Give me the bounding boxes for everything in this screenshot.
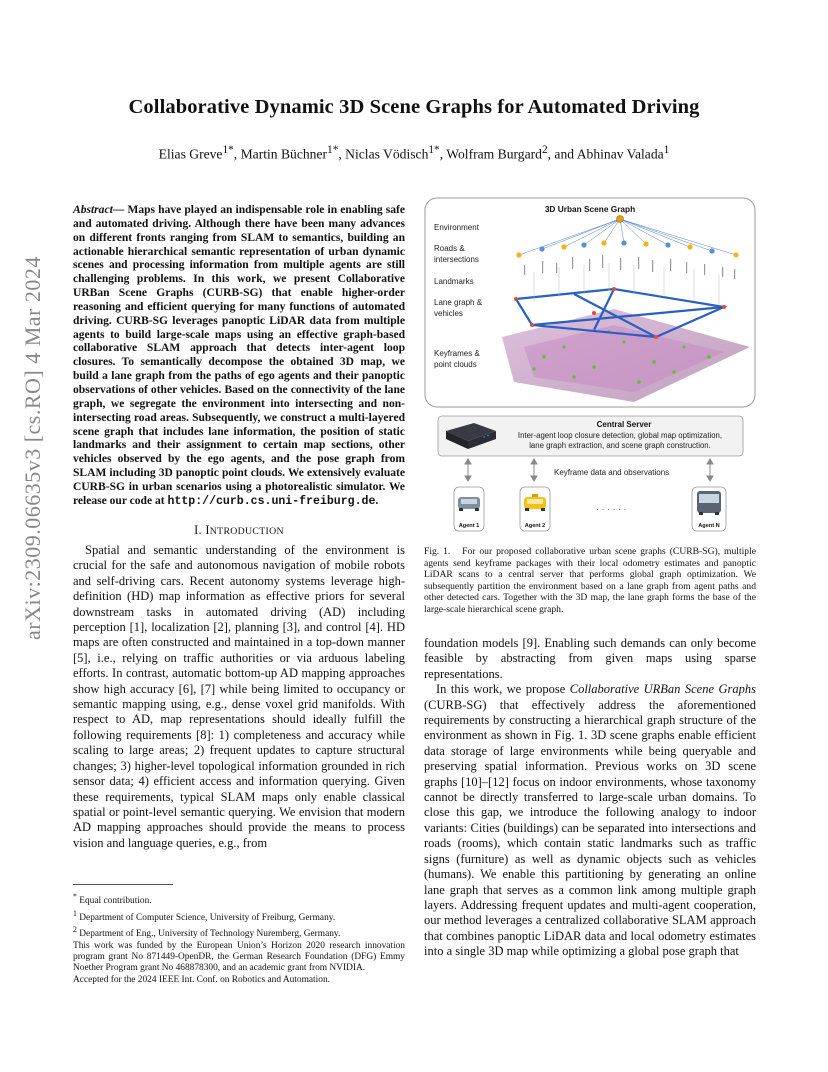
server-description-line2: lane graph extraction, and scene graph construction. (529, 441, 711, 450)
author-name: Martin Büchner (240, 146, 328, 162)
layer-label-landmarks: Landmarks (434, 277, 474, 286)
funding-note: This work was funded by the European Union’s Horizon 2020 research innovation program grant No 871449-OpenDR, the German Research Foundation (DFG) Emmy Noether Program grant No 468878300, and an academic grant from NVIDIA. (73, 940, 405, 974)
author-affiliation: 1* (222, 144, 234, 156)
author-separator: , (439, 146, 447, 162)
accepted-note: Accepted for the 2024 IEEE Int. Conf. on Robotics and Automation. (73, 974, 330, 985)
abstract-end: . (375, 494, 379, 507)
figure-1 (424, 197, 756, 534)
bus-icon (697, 491, 721, 515)
section-title-rest: NTRODUCTION (209, 526, 284, 537)
layer-label-keyframes: Keyframes & (434, 349, 480, 358)
footnote (73, 891, 405, 908)
section-numeral: I. (194, 523, 206, 537)
footnote-mark: * (73, 892, 77, 901)
code-url-link[interactable]: http://curb.cs.uni-freiburg.de (167, 494, 376, 508)
right-paragraph-1: foundation models [9]. Enabling such demands can only become feasible by abstracting from given maps using sparse representations. (424, 636, 756, 681)
layer-label-point-clouds: point clouds (434, 360, 477, 369)
footnotes (73, 891, 405, 986)
keyframe-data-label: Keyframe data and observations (554, 468, 670, 477)
intro-column-right (424, 636, 756, 960)
abstract-text: Maps have played an indispensable role in enabling safe and automated driving. Although there have been many advances on different fronts ranging from SLAM to semantics, building an actionable hierarchical semantic representation of urban dynamic scenes and processing information from multiple agents are still challenging problems. In this work, we present Collaborative URBan Scene Graphs (CURB-SG) that enable higher-order reasoning and efficient querying for many functions of automated driving. CURB-SG leverages panoptic LiDAR data from multiple agents to build large-scale maps using an effective graph-based collaborative SLAM approach that detects inter-agent loop closures. To semantically decompose the obtained 3D map, we build a lane graph from the paths of ego agents and their panoptic observations of other vehicles. Based on the connectivity of the lane graph, we segregate the environment into intersecting and non-intersecting road areas. Subsequently, we construct a multi-layered scene graph that includes lane information, the position of static landmarks and their assignment to certain map sections, other vehicles observed by the ego agents, and the pose graph from SLAM including 3D panoptic point clouds. We extensively evaluate CURB-SG in urban scenarios using a photorealistic simulator. We release our code at (73, 204, 405, 507)
abstract (73, 204, 405, 509)
footnote-mark: 2 (73, 925, 77, 935)
footnote (73, 908, 405, 925)
figure-title: 3D Urban Scene Graph (544, 204, 636, 214)
author-list (0, 144, 828, 163)
abstract-dash: — (112, 204, 128, 216)
footnote (73, 924, 405, 941)
intro-column-left (73, 543, 405, 851)
layer-label-environment: Environment (434, 223, 479, 232)
caption-text: For our proposed collaborative urban scene graphs (CURB-SG), multiple agents send keyframe packages with their local odometry estimates and panoptic LiDAR scans to a central server that performs global graph optimization. We subsequently partition the environment based on a lane graph from agent paths and other detected cars. Together with the 3D map, the lane graph forms the base of the large-scale hierarchical scene graph. (424, 546, 756, 615)
author-name: Niclas Vödisch (345, 146, 429, 162)
footnote-text: Equal contribution. (76, 896, 152, 907)
paragraph-text: In this work, we propose (436, 682, 570, 697)
author-name: Elias Greve (158, 146, 223, 162)
author-name: Wolfram Burgard (446, 146, 542, 162)
server-description-line1: Inter-agent loop closure detection, global map optimization, (517, 431, 723, 440)
server-title: Central Server (596, 420, 652, 429)
agent-n-label: Agent N (698, 523, 720, 529)
method-name: Collaborative URBan Scene Graphs (569, 682, 756, 697)
footnote-mark: 1 (73, 908, 77, 918)
author-affiliation: 1* (428, 144, 440, 156)
author-separator: , (233, 146, 241, 162)
arxiv-stamp: arXiv:2309.06635v3 [cs.RO] 4 Mar 2024 (20, 256, 45, 640)
footnote-text: Department of Eng., University of Technology Nuremberg, Germany. (76, 929, 341, 940)
section-heading (73, 523, 405, 538)
author-separator: , (338, 146, 346, 162)
figure-caption (424, 546, 756, 615)
footnote-rule (73, 884, 173, 885)
car-icon (458, 497, 480, 511)
abstract-label: Abstract (73, 204, 113, 216)
paragraph-text: (CURB-SG) that effectively address the aforementioned requirements by constructing a hierarchical graph structure of the environment as shown in Fig. 1. 3D scene graphs enable efficient data storage of large environments while being queryable and preserving spatial information. Previous works on 3D scene graphs [10]–[12] focus on indoor environments, whose taxonomy cannot be directly transferred to large-scale urban domains. To close this gap, we introduce the following analogy to indoor variants: Cities (buildings) can be separated into intersections and roads (rooms), which contain static landmarks such as traffic signs (furniture) as well as dynamic objects such as vehicles (humans). We enable this partitioning by generating an online lane graph that serves as a common link among multiple graph layers. Addressing frequent updates and multi-agent cooperation, our method leverages a centralized collaborative SLAM approach that combines panoptic LiDAR data and local odometry estimates into a single 3D map while optimizing a global pose graph that (424, 697, 756, 959)
environment-root-node (617, 216, 624, 223)
agent-1-label: Agent 1 (458, 523, 480, 529)
author-affiliation: 2 (541, 144, 548, 156)
more-agents-dots: · · · · · · (596, 504, 627, 514)
right-paragraph-2 (424, 682, 756, 959)
author-affiliation: 1* (327, 144, 339, 156)
footnote-text: Department of Computer Science, University of Freiburg, Germany. (76, 912, 336, 923)
layer-label-vehicles: vehicles (434, 309, 463, 318)
layer-label-intersections: intersections (434, 255, 479, 264)
intro-paragraph: Spatial and semantic understanding of the environment is crucial for the safe and autonomous navigation of mobile robots and self-driving cars. Recent autonomy systems leverage high-definition (HD) map information as effective priors for several downstream tasks in automated driving (AD) including perception [1], localization [2], planning [3], and control [4]. HD maps are often constructed and maintained in a top-down manner [5], i.e., relying on traffic authorities or via arduous labeling efforts. In contrast, automatic bottom-up AD mapping approaches show high accuracy [6], [7] while being limited to occupancy or semantic mapping using, e.g., dense voxel grid manifolds. With respect to AD, map representations should ideally fulfill the following requirements [8]: 1) completeness and accuracy while scaling to large areas; 2) frequent updates to capture structural changes; 3) higher-level topological information grounded in rich sensor data; 4) efficient access and information querying. Given these requirements, typical SLAM maps only enable classical spatial or point-level semantic querying. We envision that modern AD mapping approaches should provide the means to process vision and language queries, e.g., from (73, 543, 405, 850)
caption-label: Fig. 1. (424, 546, 451, 557)
paper-title: Collaborative Dynamic 3D Scene Graphs for Automated Driving (128, 96, 700, 118)
agent-2-label: Agent 2 (524, 523, 546, 529)
layer-label-lane-graph: Lane graph & (434, 298, 483, 307)
author-name: Abhinav Valada (576, 146, 664, 162)
section-title-initial: I (205, 523, 210, 537)
layer-label-roads: Roads & (434, 244, 465, 253)
author-affiliation: 1 (663, 144, 670, 156)
author-separator: , and (547, 146, 577, 162)
